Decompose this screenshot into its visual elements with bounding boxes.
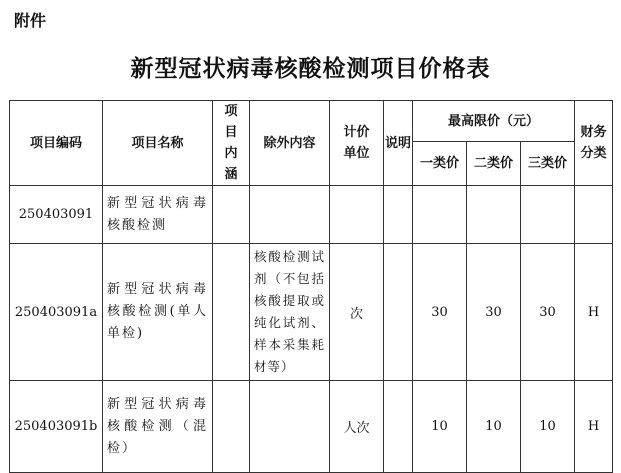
header-class2: 二类价 [467, 142, 521, 186]
cell-content [213, 381, 250, 473]
cell-content [213, 186, 250, 244]
table-row [10, 186, 613, 244]
table-row [10, 381, 613, 473]
cell-name: 新型冠状病毒核酸检测 [103, 186, 213, 244]
header-class1: 一类价 [413, 142, 467, 186]
header-max-price: 最高限价（元） [413, 101, 575, 142]
header-content: 项目内涵 [213, 101, 250, 186]
header-code: 项目编码 [10, 101, 103, 186]
cell-exclusion: 核酸检测试剂（不包括核酸提取或纯化试剂、样本采集耗材等） [250, 244, 330, 381]
cell-finance [575, 186, 613, 244]
cell-class1 [413, 186, 467, 244]
header-name: 项目名称 [103, 101, 213, 186]
table-row [10, 244, 613, 381]
cell-class2 [467, 186, 521, 244]
cell-exclusion [250, 186, 330, 244]
header-note: 说明 [384, 101, 413, 186]
cell-code: 250403091 [10, 186, 103, 244]
cell-note [384, 381, 413, 473]
cell-exclusion [250, 381, 330, 473]
cell-class2: 10 [467, 381, 521, 473]
cell-name: 新型冠状病毒核酸检测(单人单检) [103, 244, 213, 381]
cell-unit: 人次 [330, 381, 384, 473]
cell-unit: 次 [330, 244, 384, 381]
price-table [9, 100, 613, 473]
cell-code: 250403091a [10, 244, 103, 381]
cell-unit [330, 186, 384, 244]
header-exclusion: 除外内容 [250, 101, 330, 186]
cell-class1: 30 [413, 244, 467, 381]
cell-name: 新型冠状病毒核酸检测（混检） [103, 381, 213, 473]
cell-finance: H [575, 244, 613, 381]
attachment-label: 附件 [14, 11, 47, 30]
header-class3: 三类价 [521, 142, 575, 186]
cell-note [384, 244, 413, 381]
header-unit: 计价单位 [330, 101, 384, 186]
cell-class1: 10 [413, 381, 467, 473]
page-title: 新型冠状病毒核酸检测项目价格表 [130, 55, 491, 82]
cell-content [213, 244, 250, 381]
cell-finance: H [575, 381, 613, 473]
cell-class2: 30 [467, 244, 521, 381]
cell-class3 [521, 186, 575, 244]
cell-code: 250403091b [10, 381, 103, 473]
cell-class3: 30 [521, 244, 575, 381]
cell-class3: 10 [521, 381, 575, 473]
header-finance: 财务分类 [575, 101, 613, 186]
cell-note [384, 186, 413, 244]
